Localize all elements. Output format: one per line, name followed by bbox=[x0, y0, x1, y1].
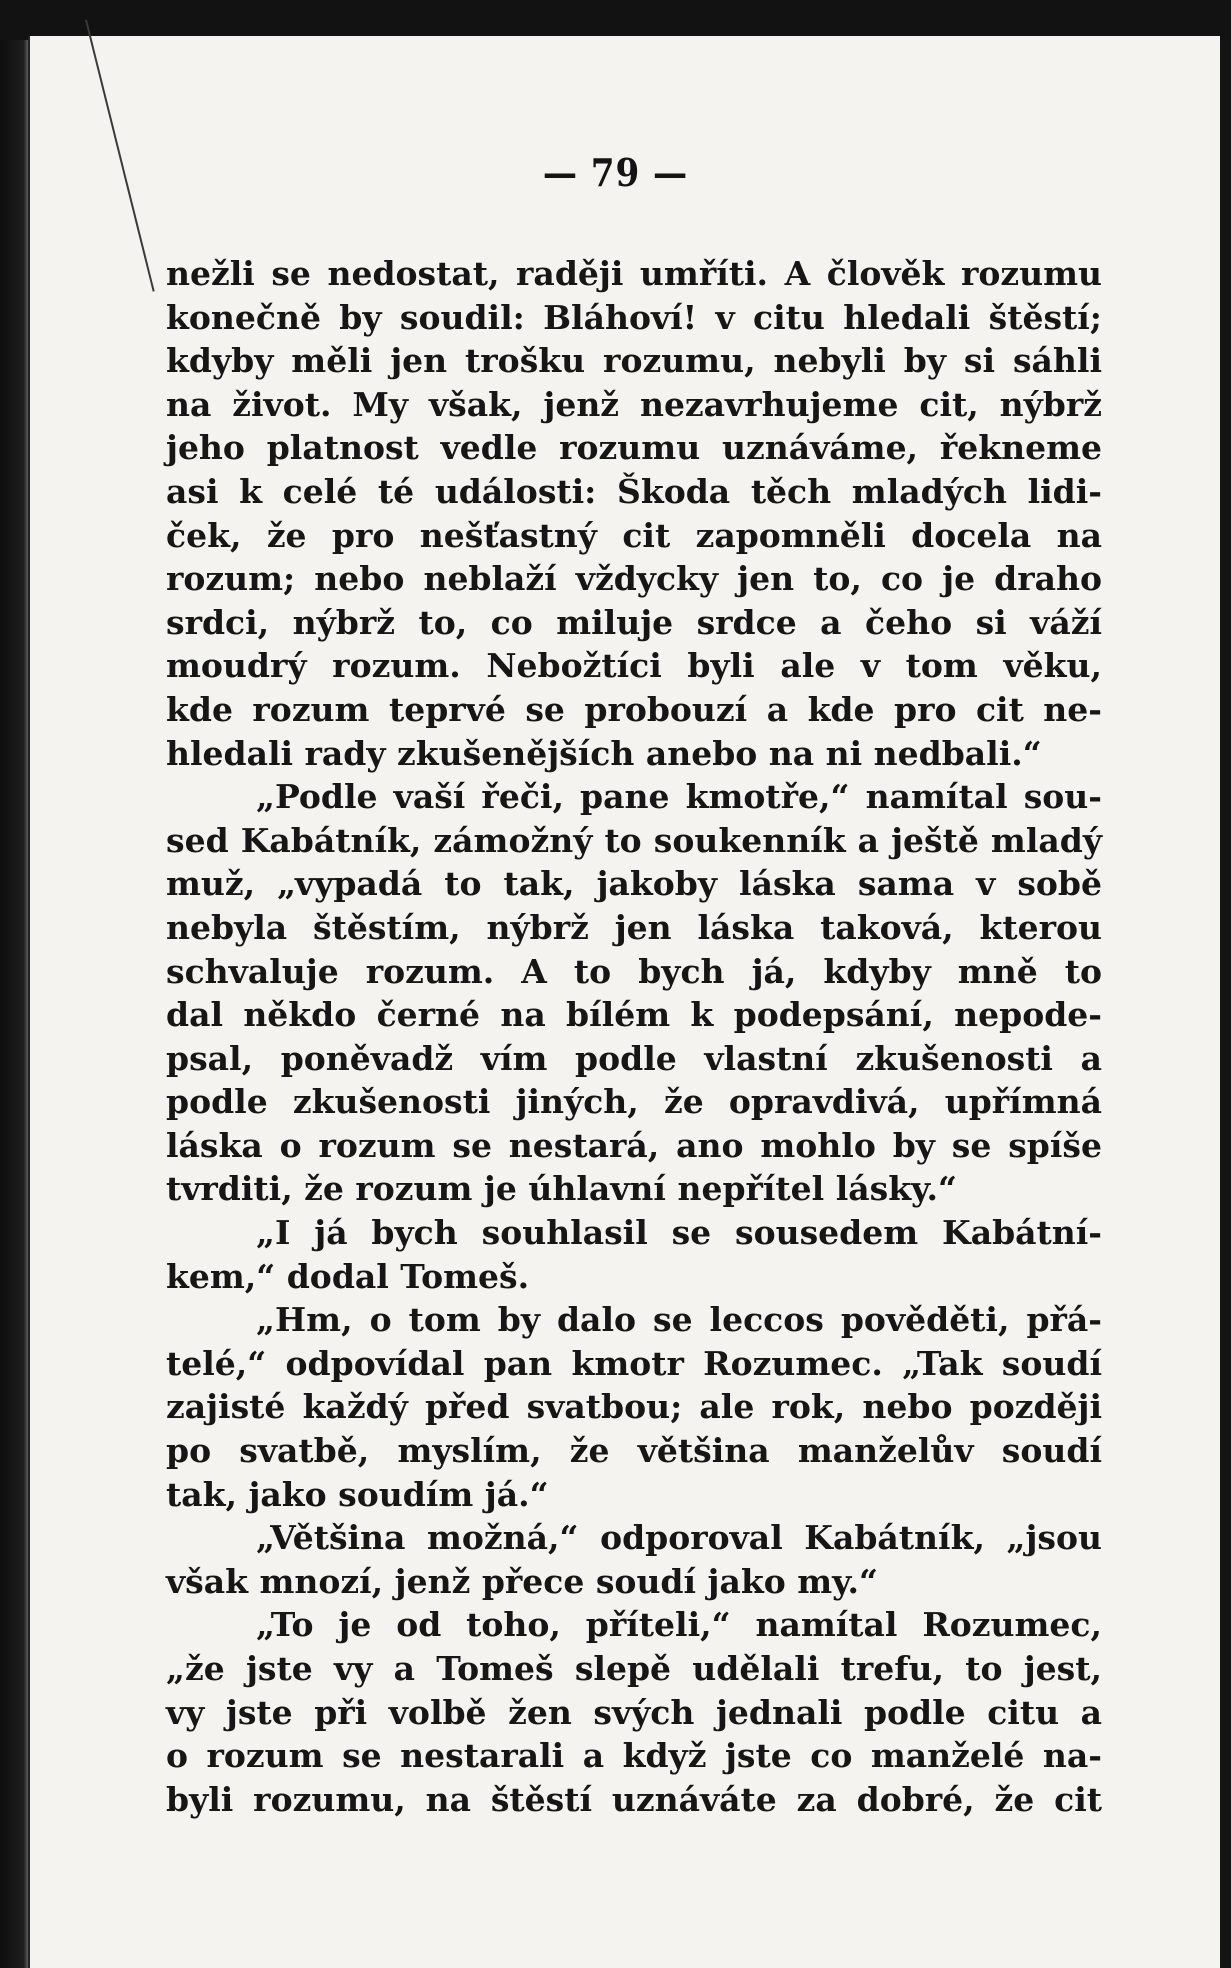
text-line: o rozum se nestarali a když jste co manželé na- bbox=[166, 1736, 1102, 1776]
text-line: nebyla štěstím, nýbrž jen láska taková, kterou bbox=[166, 907, 1102, 947]
text-line: muž, „vypadá to tak, jakoby láska sama v sobě bbox=[166, 864, 1102, 904]
text-line: schvaluje rozum. A to bych já, kdyby mně to bbox=[166, 951, 1102, 991]
text-line: rozum; nebo neblaží vždycky jen to, co je draho bbox=[166, 559, 1102, 599]
text-line: kdyby měli jen trošku rozumu, nebyli by si sáhli bbox=[166, 341, 1102, 381]
text-line: „Hm, o tom by dalo se leccos pověděti, přá- bbox=[256, 1300, 1102, 1340]
text-line: byli rozumu, na štěstí uznáváte za dobré, že cit bbox=[166, 1779, 1102, 1819]
text-line: „I já bych souhlasil se sousedem Kabátní- bbox=[256, 1213, 1102, 1253]
text-line: hledali rady zkušenějších anebo na ni nedbali.“ bbox=[166, 733, 1042, 773]
text-line: ček, že pro nešťastný cit zapomněli docela na bbox=[166, 515, 1102, 555]
page-number: — 79 — bbox=[542, 150, 689, 195]
text-line: kde rozum teprvé se probouzí a kde pro cit ne- bbox=[166, 689, 1102, 729]
text-line: kem,“ dodal Tomeš. bbox=[166, 1256, 530, 1296]
text-line: zajisté každý před svatbou; ale rok, nebo později bbox=[166, 1387, 1102, 1427]
text-line: „To je od toho, příteli,“ namítal Rozumec, bbox=[256, 1605, 1102, 1645]
page-binding-edge bbox=[28, 36, 30, 1968]
text-line: sed Kabátník, zámožný to soukenník a ještě mladý bbox=[166, 820, 1102, 860]
text-line: telé,“ odpovídal pan kmotr Rozumec. „Tak soudí bbox=[166, 1343, 1102, 1383]
text-line: asi k celé té události: Škoda těch mladých lidi- bbox=[166, 471, 1102, 511]
text-line: konečně by soudil: Bláhoví! v citu hledali štěstí; bbox=[166, 297, 1102, 337]
text-line: „Většina možná,“ odporoval Kabátník, „jsou bbox=[256, 1518, 1102, 1558]
text-line: vy jste při volbě žen svých jednali podle citu a bbox=[166, 1692, 1102, 1732]
body-text bbox=[166, 252, 1102, 1821]
text-line: dal někdo černé na bílém k podepsání, nepode- bbox=[166, 995, 1102, 1035]
text-line: srdci, nýbrž to, co miluje srdce a čeho si váží bbox=[166, 602, 1102, 642]
text-line: na život. My však, jenž nezavrhujeme cit, nýbrž bbox=[166, 384, 1102, 424]
text-line: „Podle vaší řeči, pane kmotře,“ namítal sou- bbox=[256, 777, 1102, 817]
text-line: tak, jako soudím já.“ bbox=[166, 1474, 549, 1514]
text-line: nežli se nedostat, raději umříti. A člověk rozumu bbox=[166, 254, 1102, 293]
text-line: však mnozí, jenž přece soudí jako my.“ bbox=[166, 1561, 878, 1601]
text-line: tvrditi, že rozum je úhlavní nepřítel lásky.“ bbox=[166, 1169, 957, 1209]
text-line: podle zkušenosti jiných, že opravdivá, upřímná bbox=[166, 1082, 1102, 1122]
text-line: psal, poněvadž vím podle vlastní zkušenosti a bbox=[166, 1038, 1102, 1078]
scan-top-edge bbox=[0, 0, 1231, 40]
text-line: po svatbě, myslím, že většina manželův soudí bbox=[166, 1431, 1102, 1471]
text-line: láska o rozum se nestará, ano mohlo by se spíše bbox=[166, 1125, 1102, 1165]
text-line: „že jste vy a Tomeš slepě udělali trefu, to jest, bbox=[166, 1649, 1102, 1688]
text-line: moudrý rozum. Nebožtíci byli ale v tom věku, bbox=[166, 646, 1102, 686]
text-line: jeho platnost vedle rozumu uznáváme, řekneme bbox=[166, 428, 1102, 468]
